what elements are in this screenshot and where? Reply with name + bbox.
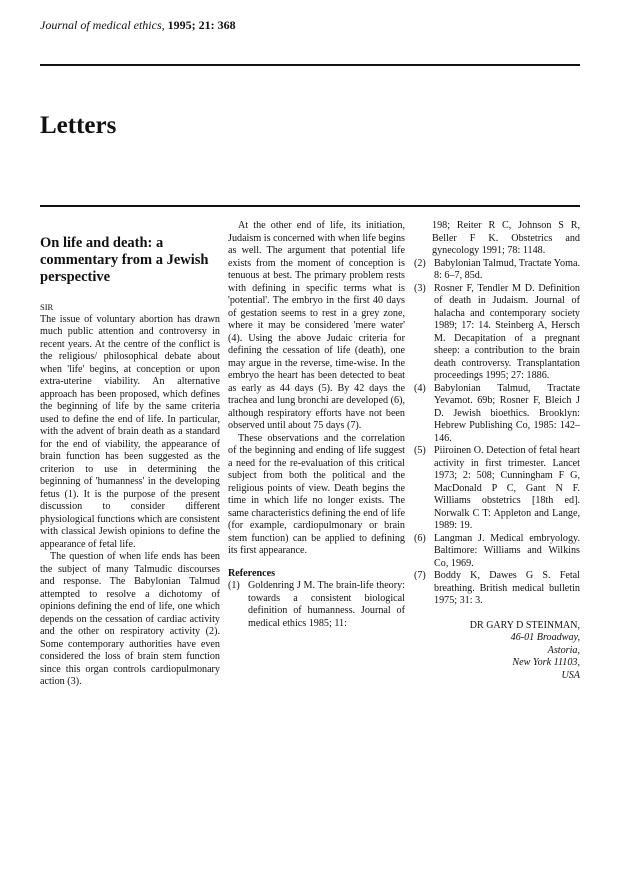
paragraph-4: These observations and the correlation of the beginning and ending of life suggest a need for the re-evaluation of this critical subject from both the political and the religious points of view. Death begins the time in which life no longer exists. The same characteristics defining the end of life (for example, cardiopulmonary or brain stem function) can be applied to defining its first appearance. xyxy=(228,432,405,556)
paragraph-2: The question of when life ends has been the subject of many Talmudic discourses and response. The Babylonian Talmud attempted to resolve a dichotomy of opinions defining the end of life, one which depends on the cessation of cardiac activity and the other on respiratory activity (2). Some contemporary authorities have even considered the loss of brain stem function since this organ controls cardiopulmonary action (3). xyxy=(40,551,220,687)
reference-item xyxy=(414,283,580,383)
reference-text: Langman J. Medical embryology. Baltimore: Williams and Wilkins Co, 1969. xyxy=(434,532,580,569)
reference-item xyxy=(414,533,580,571)
section-title: Letters xyxy=(40,112,117,139)
reference-text: Boddy K, Dawes G S. Fetal breathing. British medical bulletin 1975; 31: 3. xyxy=(434,570,580,606)
reference-item xyxy=(414,383,580,446)
reference-text: Babylonian Talmud, Tractate Yoma. 8: 6–7, 85d. xyxy=(434,257,580,281)
issue-info: 1995; 21: 368 xyxy=(167,18,236,32)
author-address-line: New York 11103, xyxy=(512,657,580,668)
author-address-line: USA xyxy=(561,669,580,681)
paragraph-1: The issue of voluntary abortion has drawn much public attention and controversy in recent years. At the centre of the conflict is the religious/ philosophical debate about when 'life' begins, at conception or upon extra-uterine viability. An alternative approach has been proposed, which defines the beginning of life by the same criteria used to define the end of life. In particular, with the advent of brain death as a standard for the end of viability, the appearance of brain function has been suggested as the criterion to use in determining the beginning of 'humanness' in the developing fetus (1). It is the purpose of the present discussion to consider different physiological functions which are consistent with classical Jewish opinions to define the appearance of fetal life. xyxy=(40,313,220,550)
article-title: On life and death: a commentary from a Jewish perspective xyxy=(40,235,209,285)
reference-continuation: 198; Reiter R C, Johnson S R, Beller F K. Obstetrics and gynecology 1991; 78: 1148. xyxy=(432,220,580,256)
column-3 xyxy=(414,220,580,682)
reference-number: (5) xyxy=(414,445,426,456)
column-1 xyxy=(40,220,220,689)
running-header xyxy=(40,18,236,33)
reference-text: Piiroinen O. Detection of fetal heart activity in first trimester. Lancet 1973; 2: 508; Cunningham F G, MacDonald P C, Gant N F. Williams obstetrics [18th ed]. Norwalk C T: Appleton and Lange, 1989: 19. xyxy=(434,445,580,531)
reference-number: (2) xyxy=(414,257,426,269)
author-address-line: Astoria, xyxy=(547,644,580,656)
reference-number: (3) xyxy=(414,282,426,294)
paragraph-3: At the other end of life, its initiation, Judaism is concerned with when life begins as well. The argument that potential life exists from the moment of conception is tenuous at best. The primary problem rests with defining in specific terms what is 'potential'. The embryo in the first 40 days of gestation seems to rest in a grey zone, where it may be considered 'mere water' (4). Using the above Judaic criteria for defining the cessation of life (death), one may argue in the reverse, time-wise. In the embryo the heart has been detected to beat as early as 44 days (5). By 42 days the trachea and lung bronchi are developed (6), although respiratory efforts have not been observed until about 75 days (7). xyxy=(228,220,405,431)
reference-item xyxy=(414,258,580,283)
reference-number: (4) xyxy=(414,382,426,394)
reference-text: Goldenring J M. The brain-life theory: towards a consistent biological definition of humanness. Journal of medical ethics 1985; 11: xyxy=(248,580,405,629)
journal-name: Journal of medical ethics, xyxy=(40,18,165,32)
reference-text: Rosner F, Tendler M D. Definition of death in Judaism. Journal of halacha and contemporary society 1989; 17: 14. Steinberg A, Hersch M. Decapitation of a pregnant sheep: a contribution to the brain death controversy. Transplantation proceedings 1995; 27: 1886. xyxy=(434,282,580,381)
references-heading: References xyxy=(228,567,276,579)
column-2 xyxy=(228,220,405,630)
reference-number: (6) xyxy=(414,532,426,544)
top-rule xyxy=(40,64,580,66)
author-address-line: 46-01 Broadway, xyxy=(510,632,580,643)
reference-number: (7) xyxy=(414,570,426,581)
author-signature xyxy=(414,620,580,683)
reference-item xyxy=(414,445,580,533)
section-rule xyxy=(40,205,580,207)
reference-item xyxy=(228,580,405,630)
reference-text: Babylonian Talmud, Tractate Yevamot. 69b; Rosner F, Bleich J D. Jewish bioethics. Brooklyn: Hebrew Publishing Co, 1985: 142–146. xyxy=(434,382,580,444)
author-name: DR GARY D STEINMAN, xyxy=(469,619,580,631)
reference-item xyxy=(414,570,580,608)
salutation: SIR xyxy=(40,302,54,312)
reference-number: (1) xyxy=(228,580,240,591)
